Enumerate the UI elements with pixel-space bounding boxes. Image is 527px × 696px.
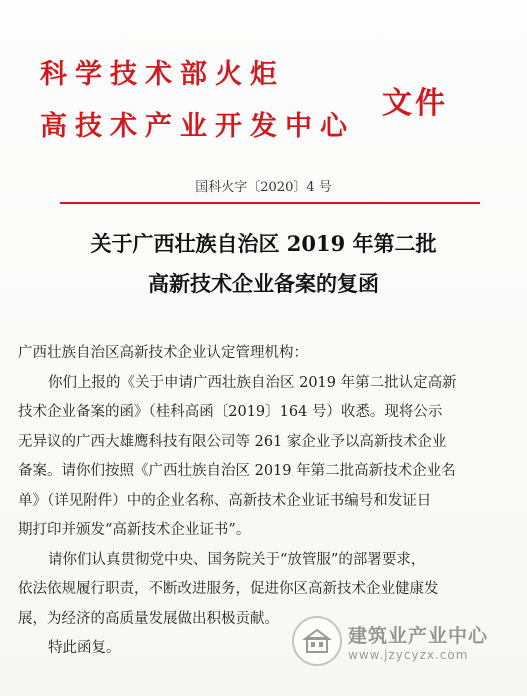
- closing-line: 特此函复。: [48, 640, 121, 656]
- watermark-site-name: 建筑业产业中心: [348, 624, 489, 647]
- body-line: 技术企业备案的函》（桂科高函〔2019〕164 号）收悉。现将公示: [18, 404, 443, 420]
- body-line: 无异议的广西大雄鹰科技有限公司等 261 家企业予以高新技术企业: [18, 433, 447, 450]
- issuer-name-line-1: 科学技术部火炬: [40, 59, 285, 90]
- salutation: 广西壮族自治区高新技术企业认定管理机构：: [18, 345, 308, 361]
- red-separator-line: [60, 202, 480, 204]
- document-number: 国科火字〔2020〕4 号: [195, 180, 332, 195]
- building-logo-icon: [292, 616, 342, 666]
- body-line: 展，为经济的高质量发展做出积极贡献。: [18, 610, 279, 627]
- body-line: 请你们认真贯彻党中央、国务院关于“放管服”的部署要求，: [48, 551, 426, 568]
- watermark-site-url: www.jzycyzx.com: [348, 647, 469, 662]
- document-title-line-2: 高新技术企业备案的复函: [148, 271, 379, 296]
- body-line: 你们上报的《关于申请广西壮族自治区 2019 年第二批认定高新: [48, 374, 457, 391]
- issuer-name-line-2: 高技术产业开发中心: [40, 111, 355, 142]
- body-line: 单》（详见附件）中的企业名称、高新技术企业证书编号和发证日: [18, 492, 432, 509]
- body-line: 期打印并颁发“高新技术企业证书”。: [18, 522, 251, 538]
- document-type-label: 文件: [382, 86, 448, 121]
- body-line: 依法依规履行职责，不断改进服务，促进你区高新技术企业健康发: [18, 581, 439, 597]
- site-watermark: [292, 614, 524, 668]
- body-line: 备案。请你们按照《广西壮族自治区 2019 年第二批高新技术企业名: [18, 463, 456, 479]
- document-title-line-1: 关于广西壮族自治区 2019 年第二批: [90, 231, 437, 256]
